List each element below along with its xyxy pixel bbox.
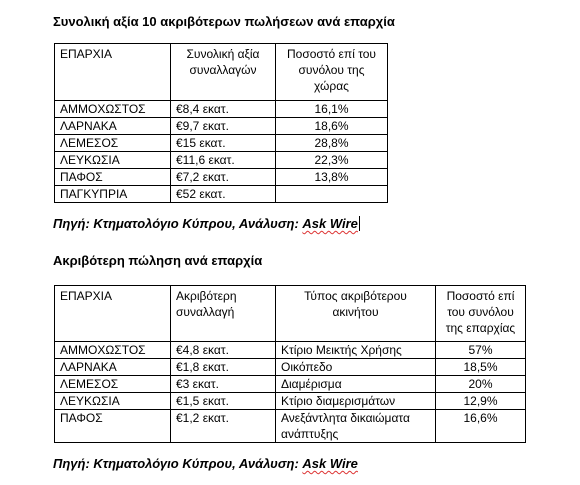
value-cell: €8,4 εκατ. xyxy=(171,101,276,118)
province-cell: ΛΕΜΕΣΟΣ xyxy=(55,135,171,152)
type-cell: Ανεξάντλητα δικαιώματα ανάπτυξης xyxy=(276,410,436,443)
text-cursor xyxy=(359,216,360,231)
table-row xyxy=(55,169,388,186)
section2-source xyxy=(53,456,358,471)
type-cell: Διαμέρισμα xyxy=(276,376,436,393)
source-prefix: Πηγή: Κτηματολόγιο Κύπρου, Ανάλυση: xyxy=(53,456,303,471)
total-value-table xyxy=(54,43,388,203)
province-cell: ΛΕΥΚΩΣΙΑ xyxy=(55,152,171,169)
table-header-row xyxy=(55,286,526,342)
header-total-value: Συνολική αξία συναλλαγών xyxy=(171,44,276,101)
type-cell: Οικόπεδο xyxy=(276,359,436,376)
share-cell: 18,6% xyxy=(276,118,388,135)
table-row xyxy=(55,410,526,443)
share-cell: 13,8% xyxy=(276,169,388,186)
province-cell: ΛΕΥΚΩΣΙΑ xyxy=(55,393,171,410)
share-cell: 16,1% xyxy=(276,101,388,118)
share-cell: 57% xyxy=(436,342,526,359)
value-cell: €4,8 εκατ. xyxy=(171,342,276,359)
province-cell: ΛΕΜΕΣΟΣ xyxy=(55,376,171,393)
share-cell: 12,9% xyxy=(436,393,526,410)
header-share-country: Ποσοστό επί του συνόλου της χώρας xyxy=(276,44,388,101)
value-cell: €1,8 εκατ. xyxy=(171,359,276,376)
header-province: ΕΠΑΡΧΙΑ xyxy=(55,44,171,101)
value-cell: €11,6 εκατ. xyxy=(171,152,276,169)
value-cell: €1,2 εκατ. xyxy=(171,410,276,443)
value-cell: €3 εκατ. xyxy=(171,376,276,393)
table-row xyxy=(55,101,388,118)
share-cell: 28,8% xyxy=(276,135,388,152)
table-row xyxy=(55,376,526,393)
value-cell: €7,2 εκατ. xyxy=(171,169,276,186)
top-sale-table xyxy=(54,285,526,443)
source-prefix: Πηγή: Κτηματολόγιο Κύπρου, Ανάλυση: xyxy=(53,216,303,231)
province-cell: ΑΜΜΟΧΩΣΤΟΣ xyxy=(55,342,171,359)
header-province: ΕΠΑΡΧΙΑ xyxy=(55,286,171,342)
section1-source xyxy=(53,216,360,231)
section1-title: Συνολική αξία 10 ακριβότερων πωλήσεων ανά επαρχία xyxy=(53,14,395,29)
table-row xyxy=(55,118,388,135)
type-cell: Κτίριο Μεικτής Χρήσης xyxy=(276,342,436,359)
header-property-type: Τύπος ακριβότερου ακινήτου xyxy=(276,286,436,342)
table-row xyxy=(55,393,526,410)
share-cell xyxy=(276,186,388,203)
table-row xyxy=(55,359,526,376)
province-cell: ΑΜΜΟΧΩΣΤΟΣ xyxy=(55,101,171,118)
province-cell: ΠΑΓΚΥΠΡΙΑ xyxy=(55,186,171,203)
share-cell: 22,3% xyxy=(276,152,388,169)
table-row xyxy=(55,135,388,152)
value-cell: €15 εκατ. xyxy=(171,135,276,152)
province-cell: ΛΑΡΝΑΚΑ xyxy=(55,359,171,376)
section2-title: Ακριβότερη πώληση ανά επαρχία xyxy=(53,253,263,268)
value-cell: €9,7 εκατ. xyxy=(171,118,276,135)
header-top-sale: Ακριβότερη συναλλαγή xyxy=(171,286,276,342)
source-wire: Ask Wire xyxy=(302,216,358,231)
share-cell: 20% xyxy=(436,376,526,393)
header-share-province: Ποσοστό επί του συνόλου της επαρχίας xyxy=(436,286,526,342)
province-cell: ΠΑΦΟΣ xyxy=(55,410,171,443)
share-cell: 16,6% xyxy=(436,410,526,443)
table-row xyxy=(55,186,388,203)
province-cell: ΠΑΦΟΣ xyxy=(55,169,171,186)
table-header-row xyxy=(55,44,388,101)
value-cell: €1,5 εκατ. xyxy=(171,393,276,410)
source-wire: Ask Wire xyxy=(302,456,358,471)
share-cell: 18,5% xyxy=(436,359,526,376)
province-cell: ΛΑΡΝΑΚΑ xyxy=(55,118,171,135)
value-cell: €52 εκατ. xyxy=(171,186,276,203)
type-cell: Κτίριο διαμερισμάτων xyxy=(276,393,436,410)
table-row xyxy=(55,342,526,359)
table-row xyxy=(55,152,388,169)
